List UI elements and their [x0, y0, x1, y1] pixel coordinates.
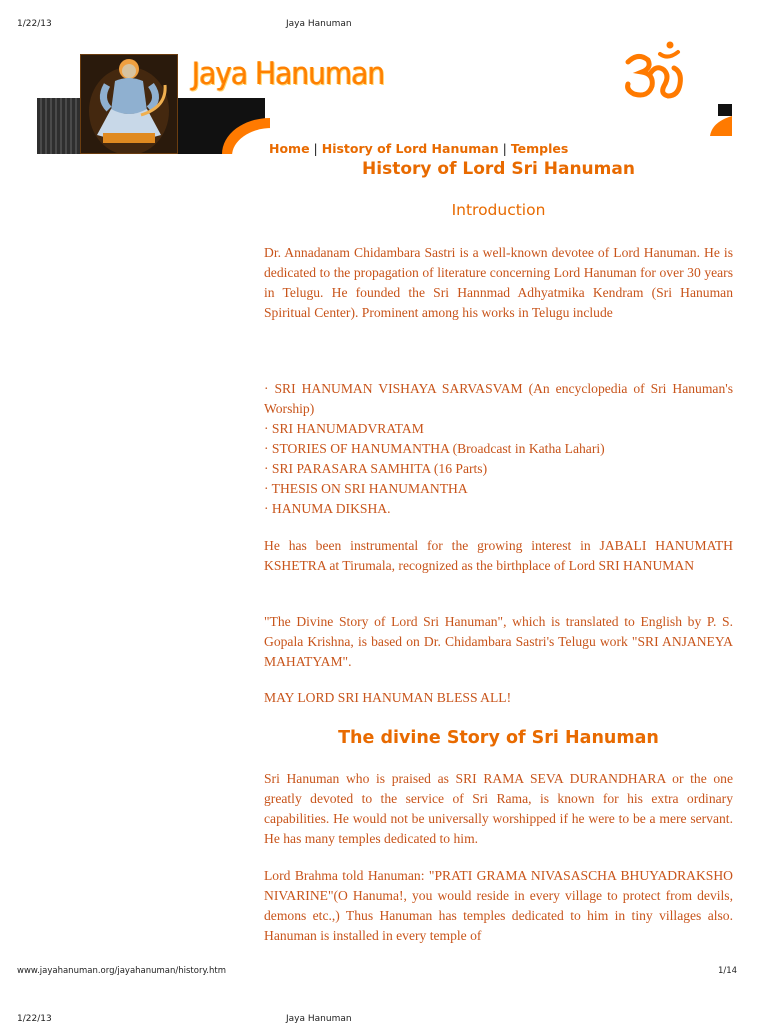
- works-list-item: · SRI HANUMADVRATAM: [264, 421, 424, 436]
- works-list-item: · SRI PARASARA SAMHITA (16 Parts): [264, 461, 488, 476]
- story-heading: The divine Story of Sri Hanuman: [338, 728, 659, 748]
- intro-paragraph: Dr. Annadanam Chidambara Sastri is a well-known devotee of Lord Hanuman. He is dedicated to the propagation of literature concerning Lord Hanuman for over 30 years in Telugu. He founded the Sri Hannmad Adhyatmika Kendram (Sri Hanuman Spiritual Center). Prominent among his works in Telugu include: [264, 245, 733, 320]
- print-date: 1/22/13: [17, 19, 52, 29]
- nav-history-link[interactable]: History of Lord Hanuman: [321, 141, 499, 156]
- print-title: Jaya Hanuman: [286, 19, 352, 29]
- print-page-number: 1/14: [718, 966, 738, 976]
- next-page-title: Jaya Hanuman: [286, 1014, 352, 1024]
- story-paragraph: Lord Brahma told Hanuman: "PRATI GRAMA NIVASASCHA BHUYADRAKSHO NIVARINE"(O Hanuma!, you would reside in every village to protect from devils, demons etc.,) Thus Hanuman has temples dedicated to him in tiny villages also. Hanuman is installed in every temple of: [264, 868, 733, 943]
- nav-temples-link[interactable]: Temples: [510, 141, 569, 156]
- next-page-date: 1/22/13: [17, 1014, 52, 1024]
- nav-separator: |: [313, 141, 318, 156]
- jabali-paragraph: He has been instrumental for the growing interest in JABALI HANUMATH KSHETRA at Tirumala, recognized as the birthplace of Lord SRI HANUMAN: [264, 538, 733, 573]
- page-title: History of Lord Sri Hanuman: [362, 159, 635, 179]
- nav-separator: |: [502, 141, 507, 156]
- blessing-text: MAY LORD SRI HANUMAN BLESS ALL!: [264, 690, 512, 705]
- hanuman-portrait-icon: [80, 54, 178, 154]
- breadcrumb-nav: [269, 141, 568, 156]
- works-list-item: · STORIES OF HANUMANTHA (Broadcast in Katha Lahari): [264, 441, 605, 456]
- works-list-item: · HANUMA DIKSHA.: [264, 501, 391, 516]
- nav-home-link[interactable]: Home: [269, 141, 310, 156]
- site-logo[interactable]: Jaya Hanuman: [192, 56, 385, 92]
- works-list-item: · SRI HANUMAN VISHAYA SARVASVAM (An encyclopedia of Sri Hanuman's Worship): [264, 381, 733, 416]
- print-url: www.jayahanuman.org/jayahanuman/history.htm: [17, 966, 226, 976]
- story-paragraph: Sri Hanuman who is praised as SRI RAMA SEVA DURANDHARA or the one greatly devoted to the service of Sri Rama, is known for his extra ordinary capabilities. He would not be universally worshipped if he were to be a mere servant. He has many temples dedicated to him.: [264, 771, 733, 846]
- intro-heading: Introduction: [451, 201, 546, 219]
- translation-paragraph: "The Divine Story of Lord Sri Hanuman", which is translated to English by P. S. Gopala Krishna, is based on Dr. Chidambara Sastri's Telugu work "SRI ANJANEYA MAHATYAM".: [264, 614, 733, 669]
- works-list-item: · THESIS ON SRI HANUMANTHA: [264, 481, 468, 496]
- om-symbol-icon: [622, 40, 688, 104]
- banner-corner-decoration: [708, 104, 732, 136]
